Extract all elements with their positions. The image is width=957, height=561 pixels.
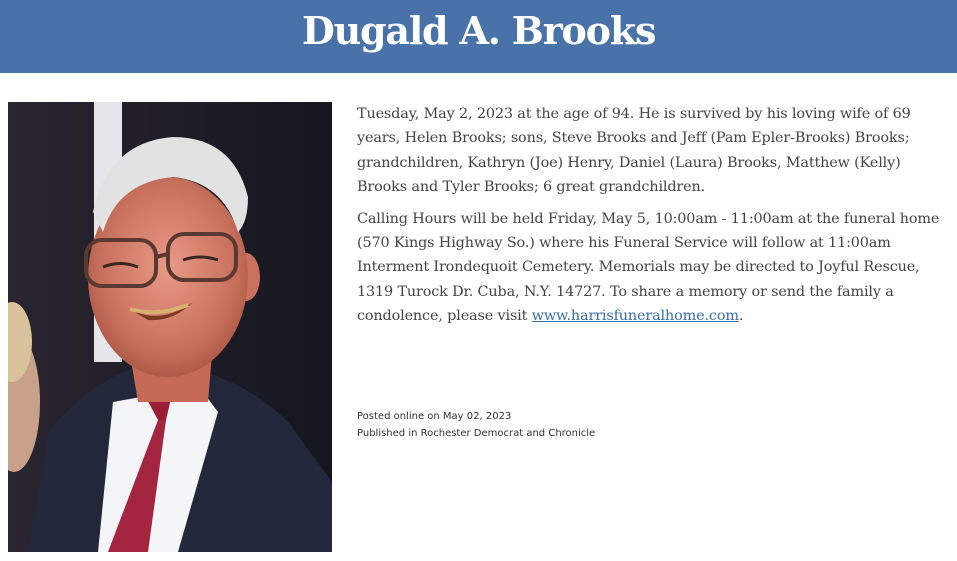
- paragraph-2-end: .: [738, 308, 744, 325]
- portrait-photo: [8, 102, 332, 552]
- obituary-text: [357, 102, 953, 329]
- publication-meta: [357, 408, 595, 442]
- page-header: [0, 0, 957, 73]
- obituary-paragraph-1: Tuesday, May 2, 2023 at the age of 94. He is survived by his loving wife of 69 years, Helen Brooks; sons, Steve Brooks and Jeff (Pam Epler-Brooks) Brooks; grandchildren, Kathryn (Joe) Henry, Daniel (Laura) Brooks, Matthew (Kelly) Brooks and Tyler Brooks; 6 great grandchildren.: [357, 106, 911, 196]
- obituary-paragraph-2: [357, 207, 953, 329]
- posted-online-date: Posted online on May 02, 2023: [357, 411, 512, 422]
- published-in: Published in Rochester Democrat and Chronicle: [357, 428, 596, 439]
- paragraph-2-text: Calling Hours will be held Friday, May 5, 10:00am - 11:00am at the funeral home (570 Kings Highway So.) where his Funeral Service will follow at 11:00am Interment Irondequoit Cemetery. Memorials may be directed to Joyful Rescue, 1319 Turock Dr. Cuba, N.Y. 14727. To share a memory or send the family a condolence, please visit: [357, 210, 940, 325]
- page-title: Dugald A. Brooks: [301, 7, 656, 53]
- funeral-home-link[interactable]: www.harrisfuneralhome.com: [531, 308, 739, 325]
